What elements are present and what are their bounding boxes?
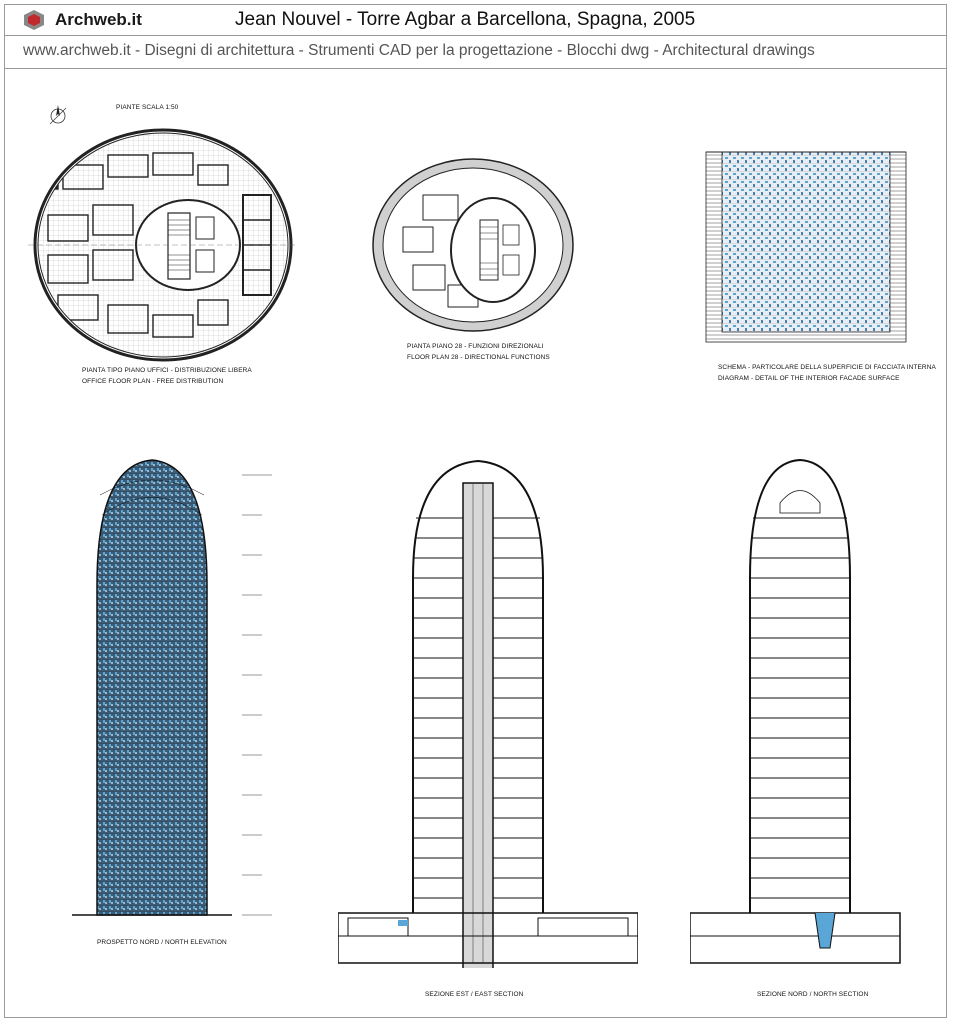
facade-caption-it: SCHEMA - PARTICOLARE DELLA SUPERFICIE DI FACCIATA INTERNA bbox=[718, 364, 936, 371]
archweb-logo-icon bbox=[23, 9, 45, 31]
brand-name[interactable]: Archweb.it bbox=[55, 10, 142, 29]
office-plan-caption-it: PIANTA TIPO PIANO UFFICI - DISTRIBUZIONE LIBERA bbox=[82, 367, 252, 374]
east-section bbox=[338, 458, 638, 968]
north-elevation-caption: PROSPETTO NORD / NORTH ELEVATION bbox=[97, 939, 227, 946]
site-tagline[interactable]: www.archweb.it - Disegni di architettura - Strumenti CAD per la progettazione - Blocchi dwg - Architectural drawings bbox=[23, 42, 815, 59]
office-floor-plan bbox=[28, 125, 298, 375]
page-title: Jean Nouvel - Torre Agbar a Barcellona, Spagna, 2005 bbox=[235, 9, 696, 30]
north-elevation bbox=[72, 455, 282, 925]
subheader-bar bbox=[5, 36, 946, 69]
scale-note: PIANTE SCALA 1:50 bbox=[116, 104, 179, 111]
floor28-caption-en: FLOOR PLAN 28 - DIRECTIONAL FUNCTIONS bbox=[407, 354, 550, 361]
facade-caption-en: DIAGRAM - DETAIL OF THE INTERIOR FACADE SURFACE bbox=[718, 375, 900, 382]
office-plan-caption-en: OFFICE FLOOR PLAN - FREE DISTRIBUTION bbox=[82, 378, 224, 385]
floor28-caption-it: PIANTA PIANO 28 - FUNZIONI DIREZIONALI bbox=[407, 343, 544, 350]
east-section-caption: SEZIONE EST / EAST SECTION bbox=[425, 991, 524, 998]
facade-schema-diagram bbox=[700, 148, 910, 348]
north-section bbox=[690, 458, 910, 968]
north-section-caption: SEZIONE NORD / NORTH SECTION bbox=[757, 991, 869, 998]
header-bar bbox=[5, 5, 946, 36]
floor-28-plan bbox=[368, 155, 578, 335]
